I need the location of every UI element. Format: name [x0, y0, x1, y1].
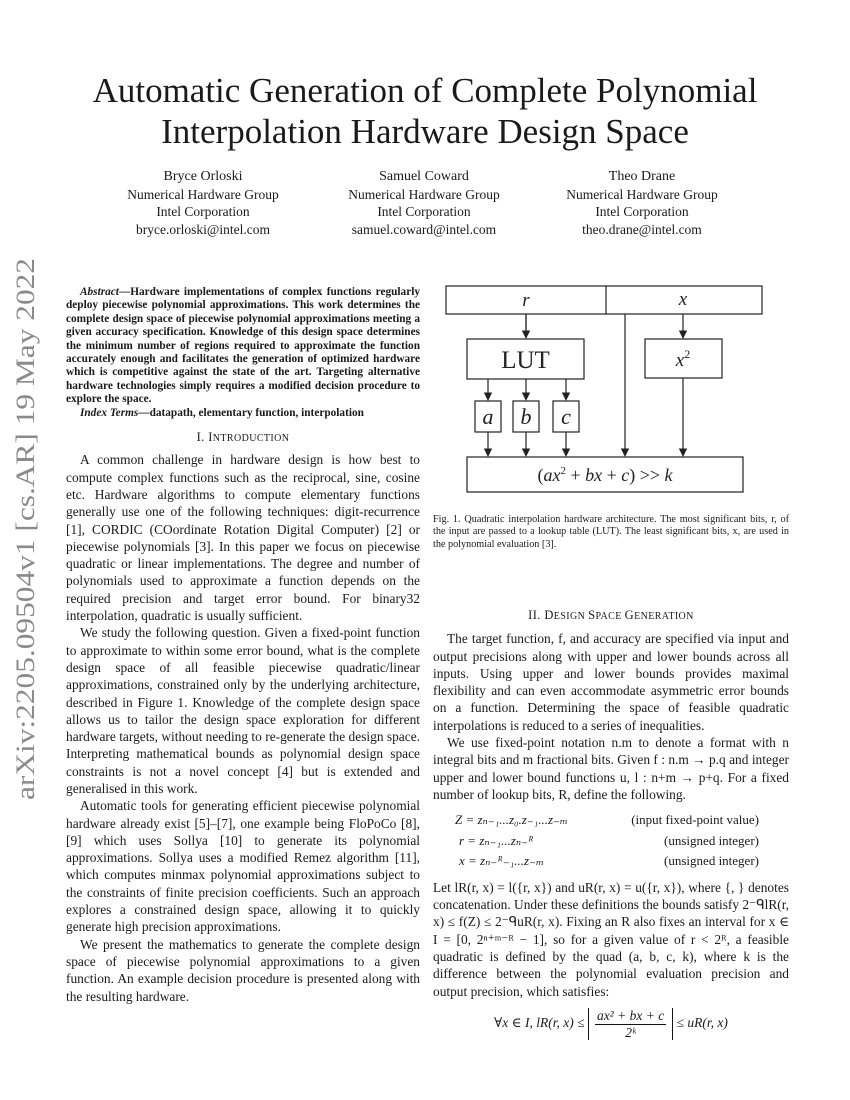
author-block-1	[93, 168, 313, 238]
definition-equations	[433, 811, 789, 873]
inequality-rhs: ≤ uR(r, x)	[676, 1014, 728, 1030]
x-squared-label: $x^2$	[675, 347, 691, 371]
intro-paragraph-1: A common challenge in hardware design is how best to compute complex functions such as the reciprocal, sine, cosine etc. Hardware algorithms to compute elementary functions generally use one of the following techniques: digit-recurrence [1], CORDIC (COordinate Rotation Digital Computer) [2] or piecewise polynomials [3]. In this paper we focus on piecewise quadratic or linear implementations. The degree and number of polynomials used to approximate a function depends on the required precision and target error bound. For binary32 interpolation, quadratic is usually sufficient.	[66, 452, 420, 624]
abstract	[66, 286, 420, 407]
lut-label: LUT	[501, 347, 550, 374]
floor-fraction	[588, 1008, 673, 1040]
fraction-denominator: 2ᵏ	[625, 1024, 636, 1040]
design-paragraph-1: The target function, f, and accuracy are specified via input and output precisions along with upper and lower bounds across all inputs. Using upper and lower bounds provides maximal flexibility and can even accommodate asymmetric error bounds on a function. Determining the space of feasible quadratic interpolations is reduced to a series of inequalities.	[433, 631, 789, 733]
coeff-a-label: a	[482, 404, 494, 429]
author-group: Numerical Hardware Group	[566, 186, 718, 202]
intro-paragraph-2: We study the following question. Given a fixed-point function to approximate to within some error bound, what is the complete design space of all feasible piecewise quadratic/linear approximations, constrained only by the underlying architecture, described in Figure 1. Knowledge of the complete design space allows us to tailor the design space exploration for different hardware targets, without needing to re-generate the design space. Interpreting mathematical bounds as polynomial design space constraints is not a novel concept [4] but is extended and generalised in this work.	[66, 625, 420, 796]
author-org: Intel Corporation	[156, 204, 250, 219]
equation-row	[433, 811, 789, 832]
equation-lhs: r = zₙ₋₁...zₙ₋ᴿ	[459, 832, 534, 848]
author-org: Intel Corporation	[595, 204, 689, 219]
intro-paragraph-4: We present the mathematics to generate the complete design space of piecewise polynomial approximations to a given function. An example decision procedure is presented along with the resulting hardware.	[66, 936, 420, 1004]
index-terms-label: Index Terms	[80, 406, 139, 419]
equation-note: (unsigned integer)	[664, 832, 759, 848]
equation-note: (input fixed-point value)	[631, 812, 759, 828]
section-heading-introduction: I. INTRODUCTION	[196, 430, 290, 445]
figure-1-caption: Fig. 1. Quadratic interpolation hardware architecture. The most significant bits, r, of the input are passed to a lookup table (LUT). The least significant bits, x, are used in the polynomial evaluation [3].	[433, 514, 789, 550]
author-org: Intel Corporation	[377, 204, 471, 219]
equation-lhs: Z = zₙ₋₁...z₀.z₋₁...z₋ₘ	[455, 812, 568, 828]
author-group: Numerical Hardware Group	[348, 186, 500, 202]
author-name: Bryce Orloski	[163, 169, 243, 184]
author-name: Theo Drane	[608, 169, 676, 184]
label-x: x	[678, 289, 688, 310]
author-name: Samuel Coward	[379, 169, 469, 184]
feasibility-inequality	[433, 1008, 789, 1040]
author-block-2	[314, 168, 534, 238]
abstract-text: —Hardware implementations of complex functions regularly deploy piecewise polynomial approximations. This work determines the complete design space of piecewise polynomial approximations meeting a given accuracy specification. Knowledge of this design space determines the minimum number of regions required to approximate the function accurately enough and facilitates the generation of optimized hardware which is competitive against the state of the art. Targeting alternative hardware technologies simply requires a modified decision procedure to explore the space.	[66, 286, 420, 406]
inequality-lhs: ∀x ∈ I, lR(r, x) ≤	[494, 1014, 585, 1030]
title-line-1: Automatic Generation of Complete Polynomial	[92, 71, 758, 110]
arxiv-identifier	[4, 255, 44, 800]
author-email: samuel.coward@intel.com	[351, 221, 497, 237]
fraction-numerator: ax² + bx + c	[596, 1007, 665, 1023]
title-line-2: Interpolation Hardware Design Space	[161, 112, 689, 151]
equation-row	[433, 832, 789, 853]
design-paragraph-3: Let lR(r, x) = l({r, x}) and uR(r, x) = u({r, x}), where {, } denotes concatenation. Under these definitions the bounds satisfy 2⁻ᑫlR(r, x) ≤ f(Z) ≤ 2⁻ᑫuR(r, x). Fixing an R also fixes an interval for x ∈ I = [0, 2ⁿ⁺ᵐ⁻ᴿ − 1], so for a given value of r < 2ᴿ, a feasible quadratic is defined by the quad (a, b, c, k), where k is the difference between the polynomial evaluation precision and output precision, which satisfies:	[433, 879, 789, 999]
left-column	[66, 286, 420, 1005]
section-heading-design-space: II. DESIGN SPACE GENERATION	[528, 608, 694, 622]
equation-lhs: x = zₙ₋ᴿ₋₁...z₋ₘ	[459, 853, 544, 869]
paper-title	[60, 70, 790, 152]
coeff-c-label: c	[561, 404, 571, 429]
abstract-label: Abstract	[80, 286, 119, 298]
design-paragraph-2: We use fixed-point notation n.m to denote a format with n integral bits and m fractional bits. Given f : n.m → p.q and integer upper and lower bound functions u, l : n+m → p+q. For a fixed number of lookup bits, R, define the following.	[433, 735, 789, 802]
figure-1-diagram	[440, 283, 770, 493]
index-terms-text: —datapath, elementary function, interpolation	[138, 406, 364, 419]
equation-note: (unsigned integer)	[664, 853, 759, 869]
result-label: ($ax^2$ + bx + c) >> k	[537, 465, 673, 485]
label-r: r	[522, 290, 530, 311]
right-column	[433, 607, 789, 1040]
coeff-b-label: b	[520, 404, 532, 429]
author-group: Numerical Hardware Group	[127, 186, 279, 202]
intro-paragraph-3: Automatic tools for generating efficient piecewise polynomial hardware already exist [5]–[7], one example being FloPoCo [8], [9] which uses Sollya [10] to generate its polynomial approximations. Sollya uses a modified Remez algorithm [11], which computes minmax polynomial approximations subject to the constraints of finite precision coefficients. Such an approach explores a constrained design space, allowing it to quickly generate high precision approximations.	[66, 798, 420, 935]
input-bar	[446, 286, 762, 314]
author-block-3	[532, 168, 752, 238]
arxiv-id-text: arXiv:2205.09504v1 [cs.AR] 19 May 2022	[10, 342, 40, 800]
author-email: theo.drane@intel.com	[582, 221, 702, 237]
equation-row	[433, 852, 789, 873]
author-email: bryce.orloski@intel.com	[136, 221, 270, 237]
index-terms	[66, 407, 420, 420]
